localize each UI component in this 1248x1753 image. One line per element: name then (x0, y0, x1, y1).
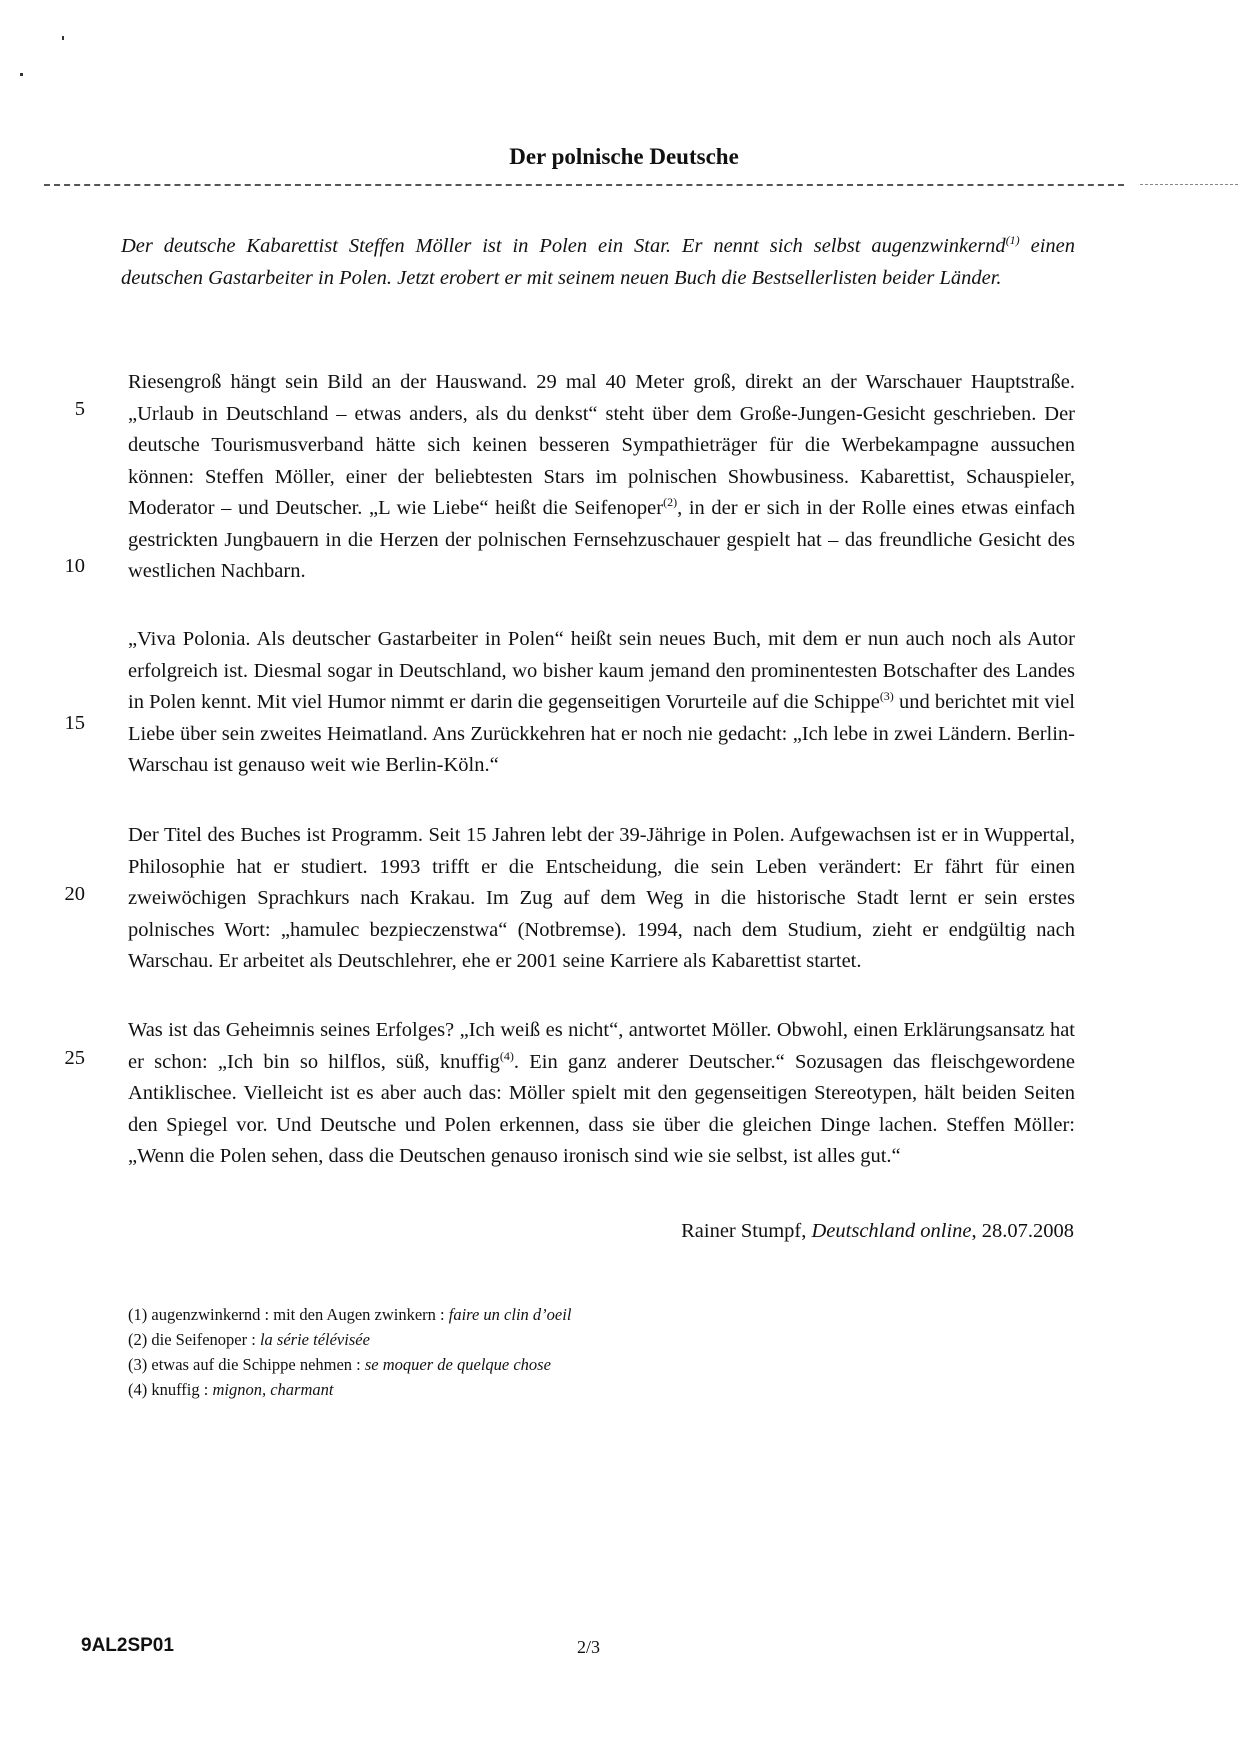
line-number: 10 (64, 555, 85, 577)
line-number: 5 (74, 398, 85, 420)
footnotes (128, 1302, 571, 1402)
line-number: 20 (64, 883, 85, 905)
paragraph-3: Der Titel des Buches ist Programm. Seit 15 Jahren lebt der 39-Jährige in Polen. Aufgewachsen ist er in Wuppertal, Philosophie hat er studiert. 1993 trifft er die Entscheidung, die sein Leben verändert: Er fährt für einen zweiwöchigen Sprachkurs nach Krakau. Im Zug auf dem Weg in die historische Stadt lernt er sein erstes polnisches Wort: „hamulec bezpieczenstwa“ (Notbremse). 1994, nach dem Studium, zieht er endgültig nach Warschau. Er arbeitet als Deutschlehrer, ehe er 2001 seine Karriere als Kabarettist startet. (128, 824, 1075, 972)
intro-text-2: einen deutschen Gastarbeiter in Polen. Jetzt erobert er mit seinem neuen Buch die Bestsellerlisten beider Länder. (121, 235, 1075, 289)
footnote-term: (3) etwas auf die Schippe nehmen : (128, 1355, 365, 1374)
paragraph-2 (128, 624, 1075, 782)
footnote-translation: mignon, charmant (212, 1380, 334, 1399)
title-divider-right (1140, 184, 1238, 185)
document-code: 9AL2SP01 (81, 1635, 174, 1656)
footnote-ref-4: (4) (499, 1048, 514, 1063)
footnote-translation: se moquer de quelque chose (364, 1355, 551, 1374)
source-citation (681, 1220, 1074, 1243)
footnote-term: (1) augenzwinkernd : mit den Augen zwinkern : (128, 1305, 449, 1324)
line-number: 25 (64, 1047, 85, 1069)
footnote (128, 1377, 571, 1402)
article-title: Der polnische Deutsche (509, 144, 739, 169)
footnote-term: (2) die Seifenoper : (128, 1330, 260, 1349)
intro-paragraph (121, 231, 1075, 294)
source-publication: Deutschland online (811, 1220, 972, 1242)
footnote (128, 1327, 571, 1352)
source-date: , 28.07.2008 (971, 1220, 1074, 1242)
paragraph-1-text-2: , in der er sich in der Rolle eines etwas einfach gestrickten Jungbauern in die Herzen der polnischen Fernsehzuschauer gespielt hat – das freundliche Gesicht des westlichen Nachbarn. (128, 497, 1075, 582)
title-divider (44, 184, 1124, 186)
footnote (128, 1302, 571, 1327)
paragraph-1-text-1: Riesengroß hängt sein Bild an der Hauswand. 29 mal 40 Meter groß, direkt an der Warschauer Hauptstraße. „Urlaub in Deutschland – etwas anders, als du denkst“ steht über dem Große-Jungen-Gesicht geschrieben. Der deutsche Tourismusverband hätte sich keinen besseren Sympathieträger für die Werbekampagne aussuchen können: Steffen Möller, einer der beliebtesten Stars im polnischen Showbusiness. Kabarettist, Schauspieler, Moderator – und Deutscher. „L wie Liebe“ heißt die Seifenoper (128, 371, 1075, 519)
footnote-ref-2: (2) (663, 495, 678, 510)
footnote-term: (4) knuffig : (128, 1380, 213, 1399)
paragraph-1 (128, 367, 1075, 588)
source-author: Rainer Stumpf, (681, 1220, 812, 1242)
paragraph-4 (128, 1015, 1075, 1173)
paragraph-2-text-2: und berichtet mit viel Liebe über sein zweites Heimatland. Ans Zurückkehren hat er noch nie gedacht: „Ich lebe in zwei Ländern. Berlin-Warschau ist genauso weit wie Berlin-Köln.“ (128, 691, 1075, 776)
line-number: 15 (64, 712, 85, 734)
paragraph-4-text-1: Was ist das Geheimnis seines Erfolges? „Ich weiß es nicht“, antwortet Möller. Obwohl, einen Erklärungsansatz hat er schon: „Ich bin so hilflos, süß, knuffig (128, 1019, 1075, 1073)
scan-speck (62, 36, 64, 40)
page-number: 2/3 (577, 1637, 601, 1657)
footnote (128, 1352, 571, 1377)
footnote-ref-1: (1) (1005, 233, 1020, 248)
footnote-translation: la série télévisée (259, 1330, 370, 1349)
paragraph-2-text-1: „Viva Polonia. Als deutscher Gastarbeiter in Polen“ heißt sein neues Buch, mit dem er nun auch noch als Autor erfolgreich ist. Diesmal sogar in Deutschland, wo bisher kaum jemand den prominentesten Botschafter des Landes in Polen kennt. Mit viel Humor nimmt er darin die gegenseitigen Vorurteile auf die Schippe (128, 628, 1075, 713)
scan-speck (20, 73, 23, 76)
footnote-translation: faire un clin d’oeil (448, 1305, 572, 1324)
intro-text-1: Der deutsche Kabarettist Steffen Möller ist in Polen ein Star. Er nennt sich selbst augenzwinkernd (121, 235, 1006, 257)
footnote-ref-3: (3) (879, 689, 894, 704)
paragraph-4-text-2: . Ein ganz anderer Deutscher.“ Sozusagen das fleischgewordene Antiklischee. Vielleicht ist es aber auch das: Möller spielt mit den gegenseitigen Stereotypen, hält beiden Seiten den Spiegel vor. Und Deutsche und Polen erkennen, dass sie über die gleichen Dinge lachen. Steffen Möller: „Wenn die Polen sehen, dass die Deutschen genauso ironisch sind wie sie selbst, ist alles gut.“ (128, 1050, 1075, 1167)
